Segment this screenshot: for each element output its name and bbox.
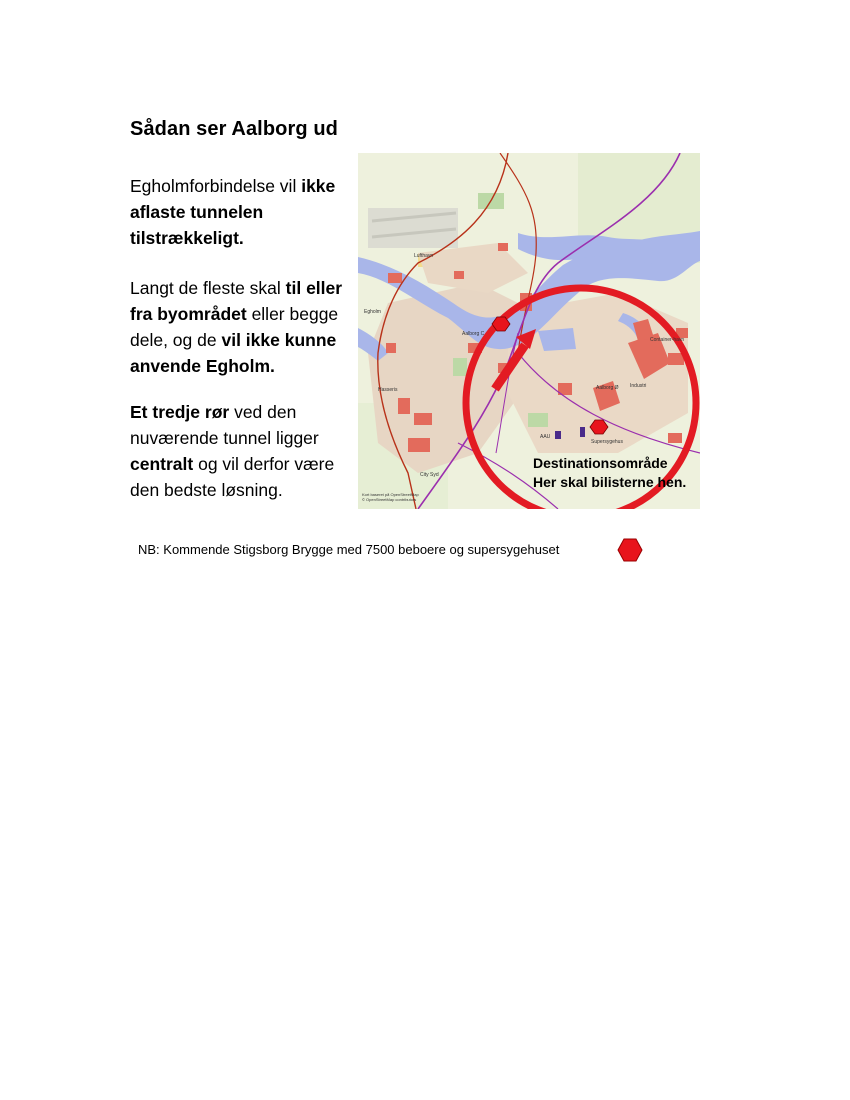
paragraph-third-tube (130, 399, 360, 503)
urban-block (414, 413, 432, 425)
label-aau: AAU (540, 434, 551, 440)
park (453, 358, 467, 376)
label-industri: Industri (630, 383, 647, 389)
urban-block (408, 438, 430, 452)
destination-title: Destinationsområde (533, 455, 668, 471)
urban-block (498, 243, 508, 251)
lake-east (538, 328, 576, 351)
label-hasseris: Hasseris (378, 387, 398, 393)
label-containerhavn: Container-havn (650, 337, 685, 343)
footnote: NB: Kommende Stigsborg Brygge med 7500 beboere og supersygehuset (138, 542, 560, 557)
paragraph2-segment: eller begge dele, og de (130, 304, 339, 350)
label-aalborg-o: Aalborg Ø (596, 385, 619, 391)
paragraph3-segment: ved den nuværende tunnel ligger (130, 402, 319, 448)
paragraph2-segment: til eller fra byområdet (130, 278, 343, 324)
paragraph-egholm (130, 173, 360, 251)
paragraph2-segment: Langt de fleste skal (130, 278, 286, 298)
paragraph-destination (130, 275, 360, 379)
hospital-building (580, 427, 585, 437)
paragraph1-segment: ikke aflaste tunnelen tilstrækkeligt. (130, 176, 336, 248)
paragraph3-segment: Et tredje rør (130, 402, 230, 422)
urban-block (668, 433, 682, 443)
urban-block (398, 398, 410, 414)
hexagon-marker-icon (617, 538, 643, 562)
paragraph1-segment: Egholmforbindelse vil (130, 176, 302, 196)
paragraph3-segment: og vil derfor være den bedste løsning. (130, 454, 335, 500)
page-title: Sådan ser Aalborg ud (130, 118, 338, 140)
paragraph2-segment: vil ikke kunne anvende Egholm. (130, 330, 337, 376)
label-city-syd: City Syd (420, 472, 439, 478)
urban-block (454, 271, 464, 279)
hexagon-marker-shape (618, 539, 642, 561)
aalborg-map (358, 153, 700, 509)
map-credit-line2: © OpenStreetMap contributors (362, 497, 417, 502)
destination-caption (533, 454, 686, 492)
map-credit (362, 492, 419, 502)
destination-subtitle: Her skal bilisterne hen. (533, 474, 687, 490)
label-egholm: Egholm (364, 309, 381, 315)
park (528, 413, 548, 427)
label-aalborg-c: Aalborg C (462, 331, 485, 337)
label-supersygehus: Supersygehus (591, 439, 623, 445)
urban-block (388, 273, 402, 283)
map-credit-line1: Kort baseret på OpenStreetMap (362, 492, 419, 497)
urban-block (386, 343, 396, 353)
university-building (555, 431, 561, 439)
paragraph3-segment: centralt (130, 454, 194, 474)
label-lufthavn: Lufthavn (414, 253, 434, 259)
